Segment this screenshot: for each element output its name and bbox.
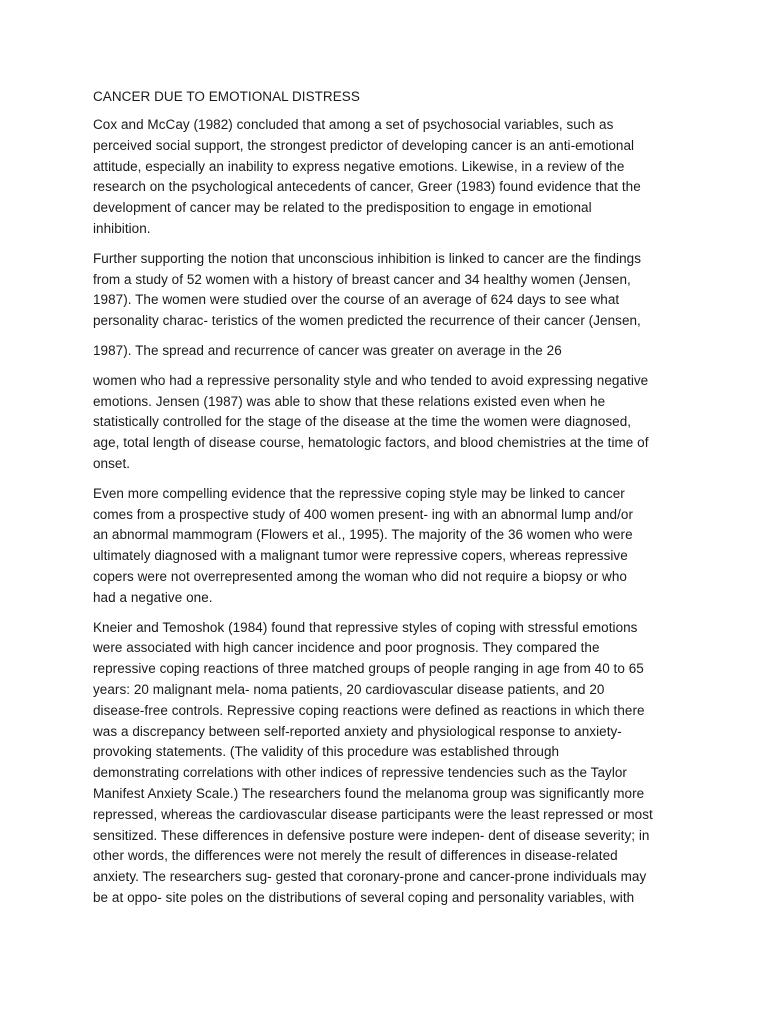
text-line: from a study of 52 women with a history of breast cancer and 34 healthy women (Jensen, [93, 271, 631, 287]
text-line: other words, the differences were not merely the result of differences in disease-related [93, 848, 618, 864]
text-line: ultimately diagnosed with a malignant tumor were repressive copers, whereas repressive [93, 548, 628, 564]
text-line: women who had a repressive personality style and who tended to avoid expressing negative [93, 372, 649, 388]
text-line: years: 20 malignant mela- noma patients, 20 cardiovascular disease patients, and 20 [93, 681, 605, 697]
text-line: emotions. Jensen (1987) was able to show that these relations existed even when he [93, 393, 606, 409]
text-line: Manifest Anxiety Scale.) The researchers found the melanoma group was significantly more [93, 785, 645, 801]
text-line: personality charac- teristics of the women predicted the recurrence of their cancer (Jensen, [93, 313, 641, 329]
text-line: onset. [93, 455, 131, 471]
text-line: demonstrating correlations with other indices of repressive tendencies such as the Taylor [93, 765, 627, 781]
text-line: 1987). The women were studied over the course of an average of 624 days to see what [93, 292, 620, 308]
text-line: statistically controlled for the stage of the disease at the time the women were diagnosed, [93, 414, 632, 430]
paragraph-6 [93, 618, 683, 909]
paragraph-3 [93, 341, 683, 362]
text-line: copers were not overrepresented among the woman who did not require a biopsy or who [93, 568, 627, 584]
text-line: be at oppo- site poles on the distributions of several coping and personality variables, with [93, 889, 635, 905]
paragraph-2 [93, 249, 683, 332]
text-line: was a discrepancy between self-reported anxiety and physiological response to anxiety- [93, 723, 622, 739]
paragraph-1 [93, 115, 683, 240]
text-line: Kneier and Temoshok (1984) found that repressive styles of coping with stressful emotions [93, 619, 638, 635]
paragraph-4 [93, 371, 683, 475]
text-line: provoking statements. (The validity of this procedure was established through [93, 744, 560, 760]
text-line: Even more compelling evidence that the repressive coping style may be linked to cancer [93, 485, 625, 501]
text-line: anxiety. The researchers sug- gested that coronary-prone and cancer-prone individuals may [93, 869, 647, 885]
text-line: an abnormal mammogram (Flowers et al., 1995). The majority of the 36 women who were [93, 527, 633, 543]
text-line: repressive coping reactions of three matched groups of people ranging in age from 40 to 65 [93, 661, 644, 677]
document-title: CANCER DUE TO EMOTIONAL DISTRESS [93, 89, 360, 104]
document-page [93, 86, 683, 918]
text-line: were associated with high cancer incidence and poor prognosis. They compared the [93, 640, 600, 656]
text-line: comes from a prospective study of 400 women present- ing with an abnormal lump and/or [93, 506, 634, 522]
paragraph-5 [93, 484, 683, 609]
text-line: repressed, whereas the cardiovascular disease participants were the least repressed or most [93, 806, 653, 822]
text-line: 1987). The spread and recurrence of cancer was greater on average in the 26 [93, 342, 562, 358]
text-line: Further supporting the notion that unconscious inhibition is linked to cancer are the findings [93, 250, 642, 266]
text-line: age, total length of disease course, hematologic factors, and blood chemistries at the time of [93, 435, 649, 451]
text-line: Cox and McCay (1982) concluded that among a set of psychosocial variables, such as [93, 117, 614, 132]
text-line: had a negative one. [93, 589, 213, 605]
text-line: development of cancer may be related to the predisposition to engage in emotional [93, 200, 592, 216]
text-line: inhibition. [93, 220, 151, 236]
text-line: research on the psychological antecedents of cancer, Greer (1983) found evidence that the [93, 179, 641, 195]
text-line: disease-free controls. Repressive coping reactions were defined as reactions in which there [93, 702, 645, 718]
text-line: attitude, especially an inability to express negative emotions. Likewise, in a review of the [93, 158, 625, 174]
text-line: sensitized. These differences in defensive posture were indepen- dent of disease severity; in [93, 827, 650, 843]
text-line: perceived social support, the strongest predictor of developing cancer is an anti-emotional [93, 137, 635, 153]
